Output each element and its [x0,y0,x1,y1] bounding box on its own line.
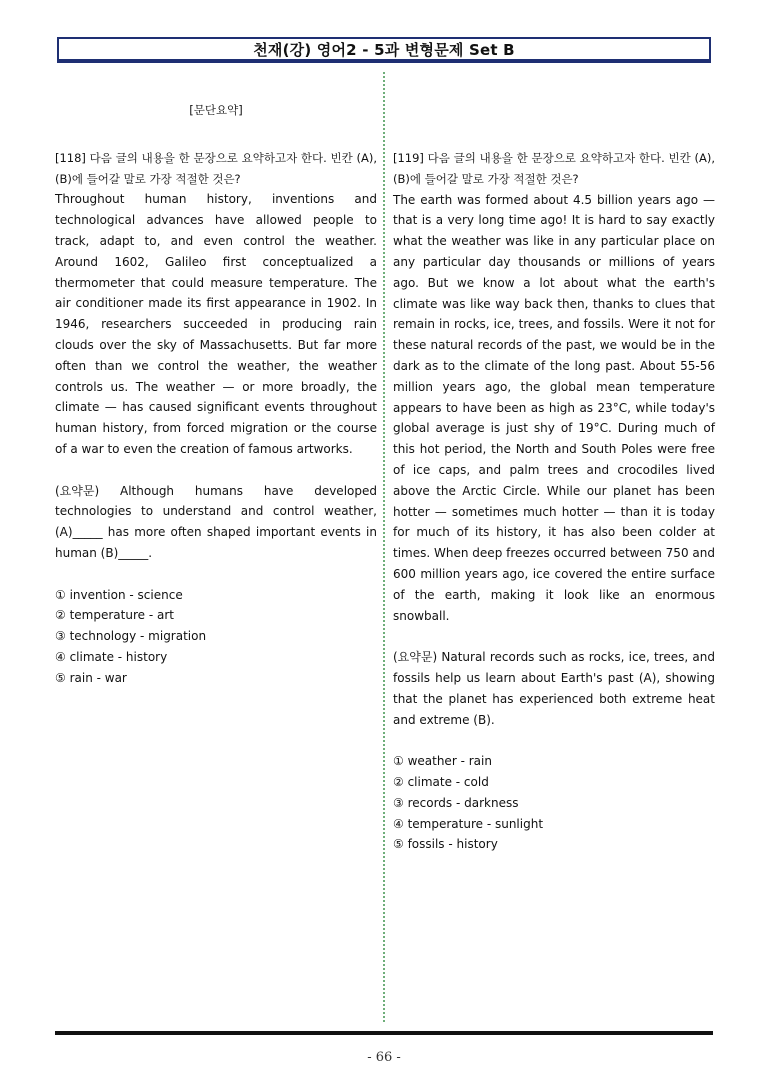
question-119-option-1[interactable]: ① weather - rain [393,754,492,769]
question-119-option-5[interactable]: ⑤ fossils - history [393,837,498,852]
question-118-option-2[interactable]: ② temperature - art [55,608,174,623]
header-box [57,37,711,63]
question-118-summary: (요약문) Although humans have developed technologies to understand and control weather, (A)_____ has more often shaped important events in human (B)_____. [55,483,377,560]
footer-rule [55,1031,713,1035]
question-119-passage: The earth was formed about 4.5 billion years ago — that is a very long time ago! It is hard to say exactly what the weather was like in any particular place on any particular day thousands or millions of years ago. But we know a lot about what the earth's climate was like way back then, thanks to clues that remain in rocks, ice, trees, and fossils. Were it not for these natural records of the past, we would be in the dark as to the climate of the long past. About 55-56 million years ago, the global mean temperature appears to have been as high as 23°C, while today's global average is just shy of 19°C. During much of this hot period, the North and South Poles were free of ice caps, and palm trees and crocodiles lived above the Arctic Circle. While our planet has been hotter — sometimes much hotter — than it is today for much of its history, it has also been colder at times. When deep freezes occurred between 750 and 600 million years ago, ice covered the entire surface of the earth, making it look like an enormous snowball. [393,192,715,623]
page-number: - 66 - [367,1050,401,1065]
question-119-option-4[interactable]: ④ temperature - sunlight [393,816,544,831]
question-118-option-3[interactable]: ③ technology - migration [55,629,207,644]
left-column [55,100,377,689]
column-divider [383,72,385,1022]
section-label: [문단요약] [189,103,243,117]
question-118-option-4[interactable]: ④ climate - history [55,649,168,664]
question-118-option-1[interactable]: ① invention - science [55,587,183,602]
question-118-prompt: [118] 다음 글의 내용을 한 문장으로 요약하고자 한다. 빈칸 (A),(B)에 들어갈 말로 가장 적절한 것은? [55,150,377,186]
question-119-summary: (요약문) Natural records such as rocks, ice, trees, and fossils help us learn about Earth's past (A), showing that the planet has experienced both extreme heat and extreme (B). [393,650,715,727]
question-118-passage: Throughout human history, inventions and technological advances have allowed people to track, adapt to, and even control the weather. Around 1602, Galileo first conceptualized a thermometer that could measure temperature. The air conditioner made its first appearance in 1902. In 1946, researchers succeeded in producing rain clouds over the sky of Massachusetts. But far more often than we control the weather, the weather controls us. The weather — or more broadly, the climate — has caused significant events throughout human history, from forced migration or the course of a war to even the creation of famous artworks. [55,192,377,456]
question-119-prompt: [119] 다음 글의 내용을 한 문장으로 요약하고자 한다. 빈칸 (A),(B)에 들어갈 말로 가장 적절한 것은? [393,151,715,186]
question-118-option-5[interactable]: ⑤ rain - war [55,670,127,685]
page-title: 천재(강) 영어2 - 5과 변형문제 Set B [253,40,515,59]
question-119-option-3[interactable]: ③ records - darkness [393,795,519,810]
right-column [393,100,715,855]
question-119-option-2[interactable]: ② climate - cold [393,774,489,789]
